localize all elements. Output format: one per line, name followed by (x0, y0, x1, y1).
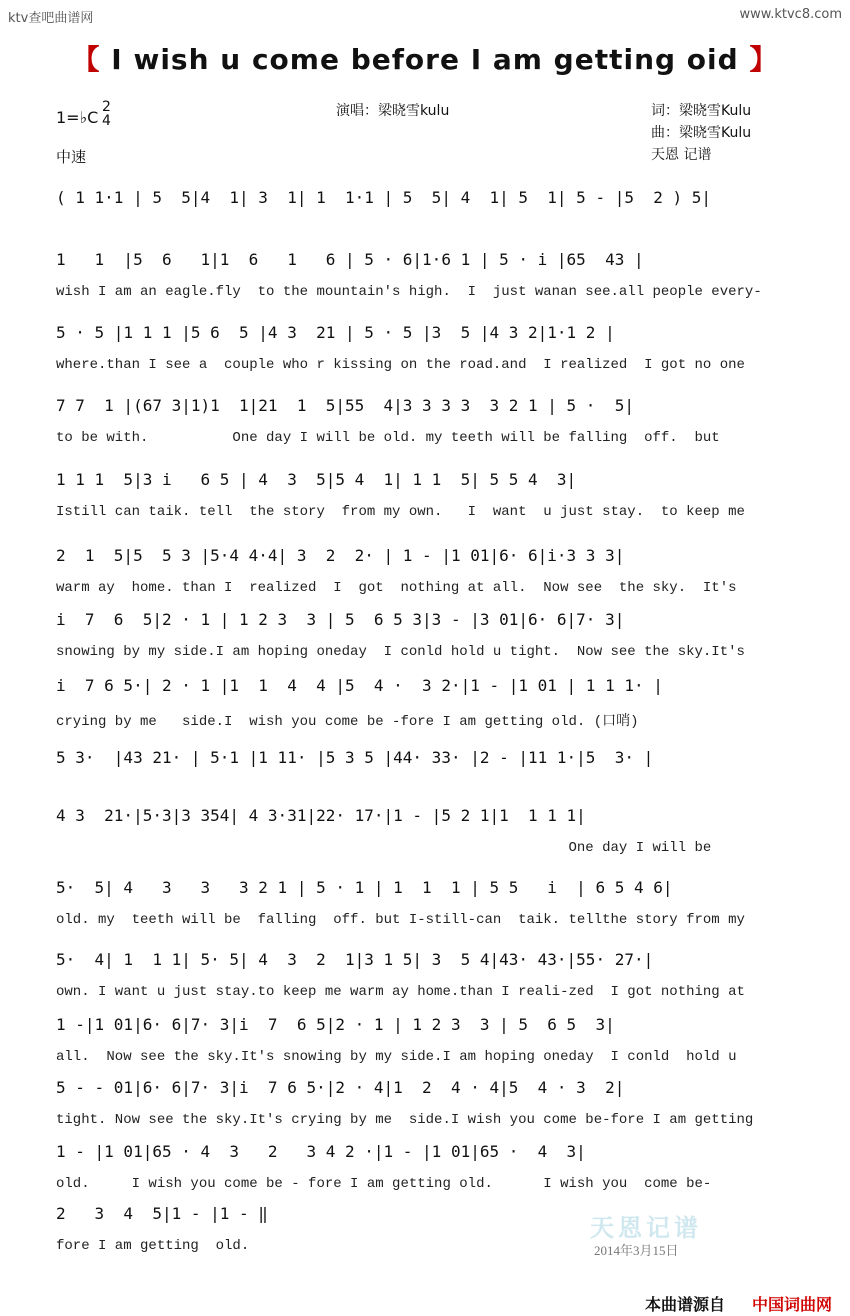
notation-line: 4 3 21·|5·3|3 354| 4 3·31|22· 17·|1 - |5 2 1|1 1 1 1| (56, 806, 586, 825)
title-text: I wish u come before I am getting oid (100, 43, 750, 76)
notation-line: i 7 6 5·| 2 · 1 |1 1 4 4 |5 4 · 3 2·|1 - |1 01 | 1 1 1· | (56, 676, 663, 695)
lyrics-line: One day I will be (56, 840, 712, 856)
notation-line: 5 - - 01|6· 6|7· 3|i 7 6 5·|2 · 4|1 2 4 · 4|5 4 · 3 2| (56, 1078, 625, 1097)
lyricist-credit: 词：梁晓雪Kulu (651, 103, 752, 119)
transcriber-credit: 天恩 记谱 (651, 147, 712, 163)
time-signature-top: 2 (102, 99, 111, 115)
lyrics-line: fore I am getting old. (56, 1238, 250, 1254)
credits-block (651, 100, 751, 166)
lyrics-line: warm ay home. than I realized I got nothing at all. Now see the sky. It's (56, 580, 737, 596)
notation-line: 7 7 1 |(67 3|1)1 1|21 1 5|55 4|3 3 3 3 3 2 1 | 5 · 5| (56, 396, 634, 415)
singer-credit: 演唱：梁晓雪kulu (336, 103, 450, 119)
lyrics-line: tight. Now see the sky.It's crying by me side.I wish you come be-fore I am getting (56, 1112, 754, 1128)
tempo-marking: 中速 (56, 148, 87, 166)
transcription-date: 2014年3月15日 (594, 1243, 679, 1258)
notation-line: 5 3· |43 21· | 5·1 |1 11· |5 3 5 |44· 33· |2 - |11 1·|5 3· | (56, 748, 654, 767)
lyrics-line: old. I wish you come be - fore I am getting old. I wish you come be- (56, 1176, 712, 1192)
notation-line: i 7 6 5|2 · 1 | 1 2 3 3 | 5 6 5 3|3 - |3 01|6· 6|7· 3| (56, 610, 625, 629)
footer-site-name[interactable]: 中国词曲网 (752, 1295, 833, 1314)
lyrics-line: to be with. One day I will be old. my teeth will be falling off. but (56, 430, 720, 446)
transcriber-stamp: 天恩记谱 (590, 1214, 702, 1242)
song-title (0, 38, 850, 78)
lyrics-line: crying by me side.I wish you come be -fore I am getting old. (口哨) (56, 714, 639, 730)
notation-line: 5· 5| 4 3 3 3 2 1 | 5 · 1 | 1 1 1 | 5 5 i | 6 5 4 6| (56, 878, 673, 897)
site-url-right: www.ktvc8.com (739, 7, 842, 22)
title-bracket-close: 】 (749, 43, 779, 76)
notation-line: ( 1 1·1 | 5 5|4 1| 3 1| 1 1·1 | 5 5| 4 1| 5 1| 5 - |5 2 ) 5| (56, 188, 712, 207)
lyrics-line: own. I want u just stay.to keep me warm ay home.than I reali-zed I got nothing at (56, 984, 745, 1000)
notation-line: 1 1 |5 6 1|1 6 1 6 | 5 · 6|1·6 1 | 5 · i |65 43 | (56, 250, 644, 269)
notation-line: 5· 4| 1 1 1| 5· 5| 4 3 2 1|3 1 5| 3 5 4|43· 43·|55· 27·| (56, 950, 654, 969)
site-name-left: ktv查吧曲谱网 (8, 11, 94, 26)
lyrics-line: Istill can taik. tell the story from my own. I want u just stay. to keep me (56, 504, 745, 520)
time-signature-bottom: 4 (102, 113, 111, 129)
notation-line: 2 1 5|5 5 3 |5·4 4·4| 3 2 2· | 1 - |1 01|6· 6|i·3 3 3| (56, 546, 625, 565)
lyrics-line: where.than I see a couple who r kissing on the road.and I realized I got no one (56, 357, 745, 373)
lyrics-line: old. my teeth will be falling off. but I-still-can taik. tellthe story from my (56, 912, 745, 928)
footer-source-label: 本曲谱源自 (645, 1295, 726, 1314)
notation-line: 1 - |1 01|65 · 4 3 2 3 4 2 ·|1 - |1 01|65 · 4 3| (56, 1142, 586, 1161)
notation-line: 2 3 4 5|1 - |1 - ‖ (56, 1204, 268, 1223)
lyrics-line: snowing by my side.I am hoping oneday I conld hold u tight. Now see the sky.It's (56, 644, 745, 660)
key-signature: 1=♭C (56, 108, 99, 127)
title-bracket-open: 【 (71, 43, 101, 76)
notation-line: 1 1 1 5|3 i 6 5 | 4 3 5|5 4 1| 1 1 5| 5 5 4 3| (56, 470, 577, 489)
lyrics-line: wish I am an eagle.fly to the mountain's high. I just wanan see.all people every- (56, 284, 762, 300)
notation-line: 5 · 5 |1 1 1 |5 6 5 |4 3 21 | 5 · 5 |3 5 |4 3 2|1·1 2 | (56, 323, 615, 342)
composer-credit: 曲：梁晓雪Kulu (651, 125, 752, 141)
notation-line: 1 -|1 01|6· 6|7· 3|i 7 6 5|2 · 1 | 1 2 3 3 | 5 6 5 3| (56, 1015, 615, 1034)
lyrics-line: all. Now see the sky.It's snowing by my side.I am hoping oneday I conld hold u (56, 1049, 737, 1065)
time-signature (102, 100, 111, 128)
